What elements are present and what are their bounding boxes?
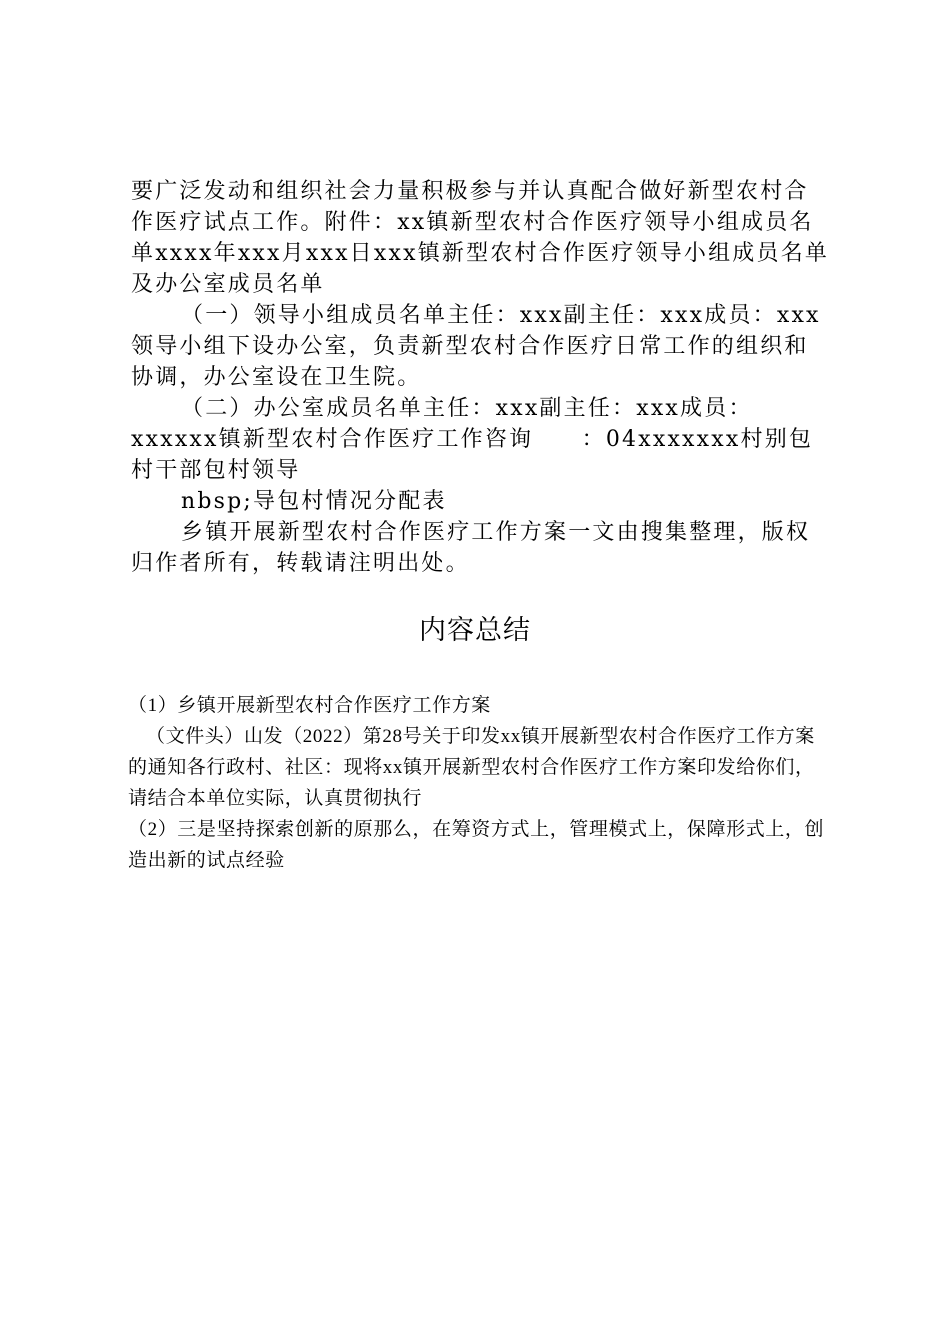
summary-item-2: （2）三是坚持探索创新的原那么，在筹资方式上，管理模式上，保障形式上，创造出新的试点经验 bbox=[128, 819, 825, 871]
paragraph-leadership-group: （一）领导小组成员名单主任：xxx副主任：xxx成员：xxx领导小组下设办公室，负责新型农村合作医疗日常工作的组织和协调，办公室设在卫生院。 bbox=[131, 303, 821, 390]
paragraph-copyright-note: 乡镇开展新型农村合作医疗工作方案一文由搜集整理，版权归作者所有，转载请注明出处。 bbox=[131, 520, 811, 576]
document-body bbox=[131, 176, 831, 579]
summary-item-1-heading: （1）乡镇开展新型农村合作医疗工作方案 bbox=[128, 695, 491, 716]
paragraph-notice-appendix: 要广泛发动和组织社会力量积极参与并认真配合做好新型农村合作医疗试点工作。附件：xx镇新型农村合作医疗领导小组成员名单xxxx年xxx月xxx日xxx镇新型农村合作医疗领导小组成员名单及办公室成员名单 bbox=[131, 179, 830, 297]
paragraph-office-members: （二）办公室成员名单主任：xxx副主任：xxx成员：xxxxxx镇新型农村合作医疗工作咨询 ：04xxxxxxx村别包村干部包村领导 bbox=[131, 396, 814, 483]
summary-title: 内容总结 bbox=[419, 615, 531, 646]
paragraph-village-allocation: nbsp;导包村情况分配表 bbox=[181, 489, 447, 514]
summary-item-1-body: （文件头）山发（2022）第28号关于印发xx镇开展新型农村合作医疗工作方案的通知各行政村、社区：现将xx镇开展新型农村合作医疗工作方案印发给你们，请结合本单位实际，认真贯彻执行 bbox=[128, 726, 815, 809]
summary-section bbox=[128, 690, 833, 876]
